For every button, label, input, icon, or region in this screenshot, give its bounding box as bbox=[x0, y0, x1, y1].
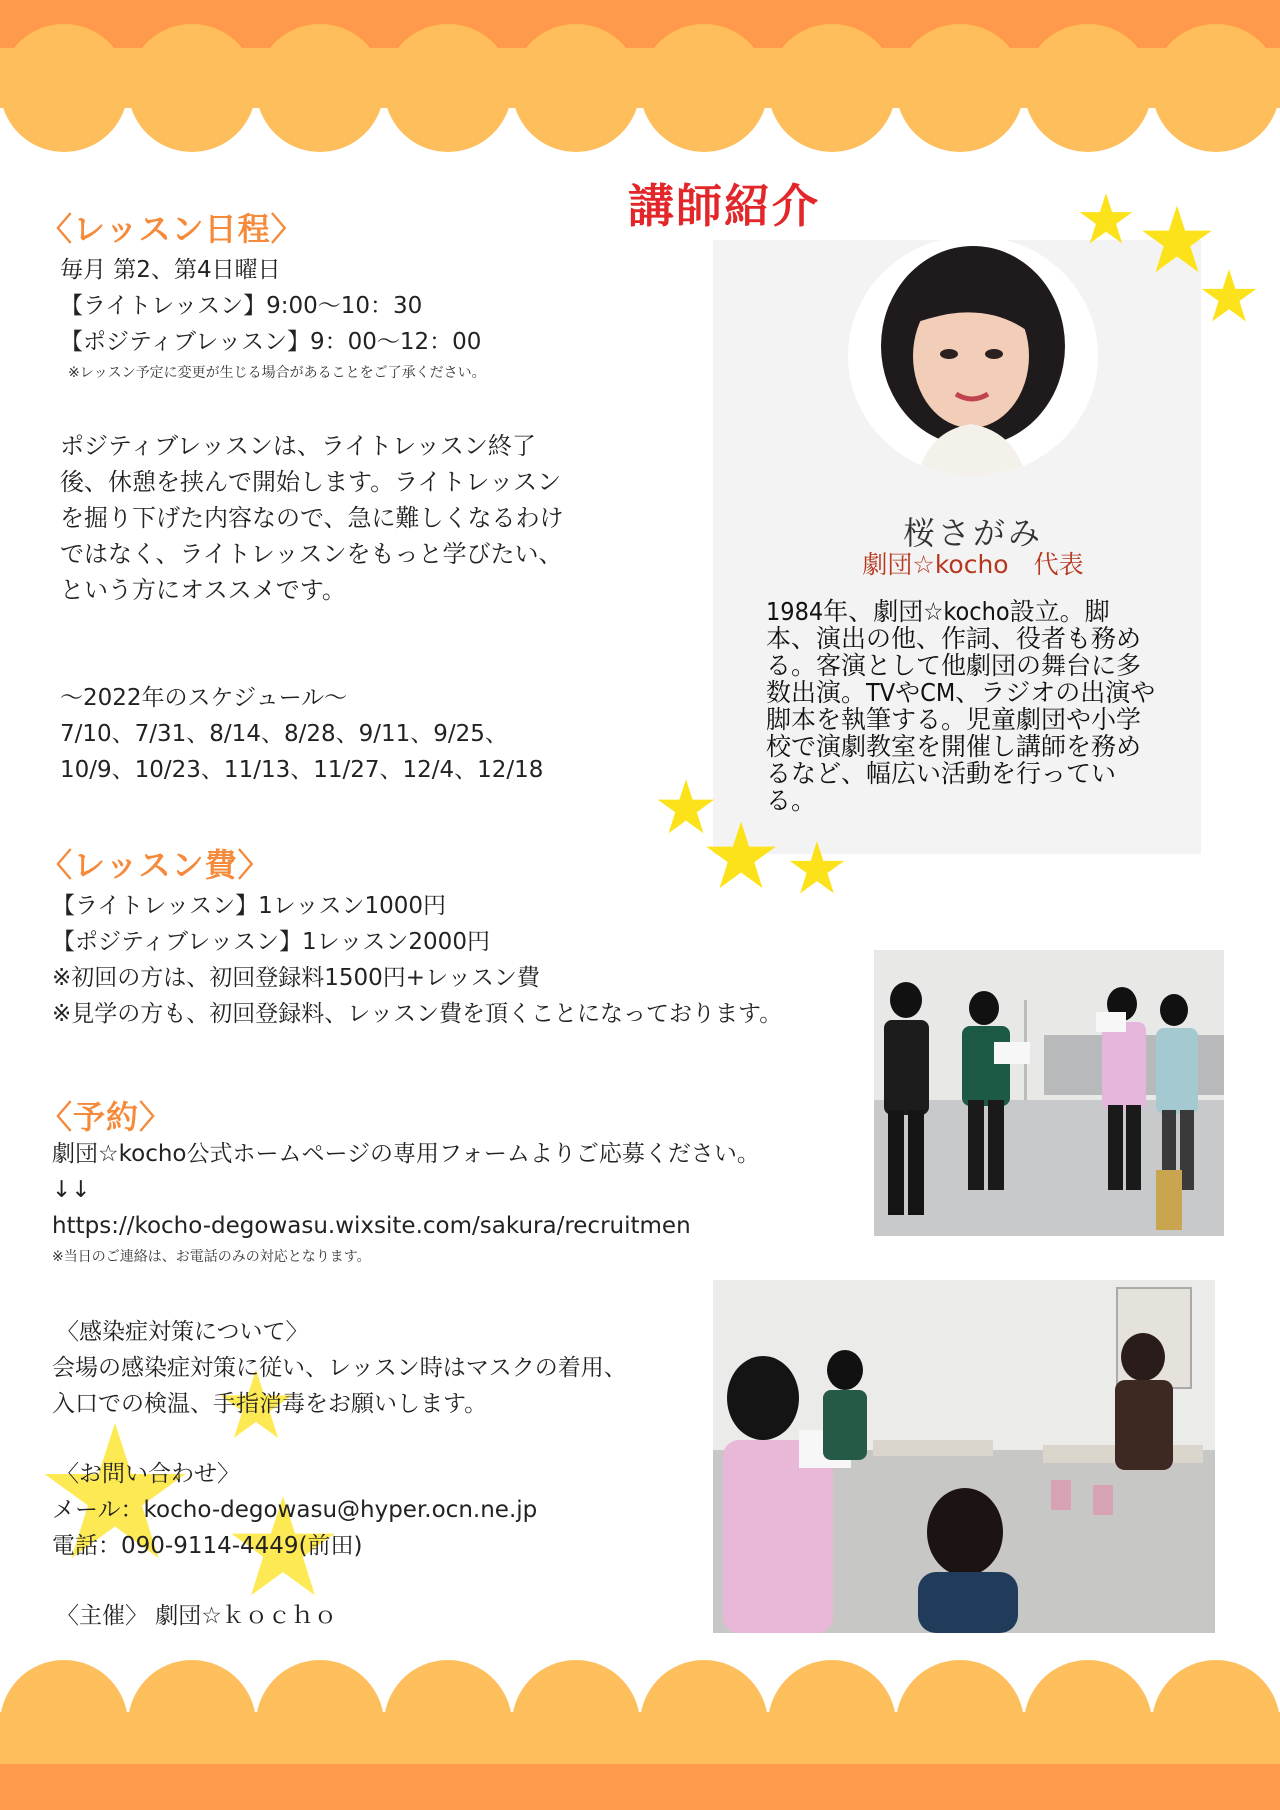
schedule-year-heading: 〜2022年のスケジュール〜 bbox=[60, 685, 348, 711]
star-icon-bottom-2 bbox=[704, 820, 778, 894]
instructor-portrait bbox=[848, 236, 1098, 476]
fees-positive: 【ポジティブレッスン】1レッスン2000円 bbox=[52, 929, 490, 955]
scallop-shape bbox=[1152, 24, 1280, 152]
schedule-description: ポジティブレッスンは、ライトレッスン終了後、休憩を挟んで開始します。ライトレッスンを掘り下げた内容なので、急に難しくなるわけではなく、ライトレッスンをもっと学びたい、という方にオススメです。 bbox=[60, 432, 564, 604]
reservation-note: ※当日のご連絡は、お電話のみの対応となります。 bbox=[52, 1249, 371, 1265]
schedule-line-light: 【ライトレッスン】9:00〜10：30 bbox=[60, 293, 423, 319]
reservation-url[interactable]: https://kocho-degowasu.wixsite.com/sakura/recruitmen bbox=[52, 1213, 691, 1239]
infection-line-2: 入口での検温、手指消毒をお願いします。 bbox=[52, 1391, 488, 1417]
fees-observer: ※見学の方も、初回登録料、レッスン費を頂くことになっております。 bbox=[52, 1001, 783, 1027]
lesson-photo-class bbox=[713, 1280, 1215, 1633]
schedule-line-monthly: 毎月 第2、第4日曜日 bbox=[60, 257, 281, 283]
schedule-line-positive: 【ポジティブレッスン】9：00〜12：00 bbox=[60, 329, 482, 355]
scallop-shape bbox=[640, 24, 768, 152]
fees-title: 〈レッスン費〉 bbox=[40, 846, 271, 884]
star-icon-top-1 bbox=[1078, 192, 1134, 248]
scallop-shape bbox=[768, 24, 896, 152]
organizer-line: 〈主催〉 劇団☆ｋｏｃｈｏ bbox=[56, 1603, 337, 1629]
scallop-shape bbox=[1024, 24, 1152, 152]
star-icon-top-3 bbox=[1200, 268, 1258, 326]
infection-title: 〈感染症対策について〉 bbox=[56, 1319, 309, 1345]
infection-line-1: 会場の感染症対策に従い、レッスン時はマスクの着用、 bbox=[52, 1355, 627, 1381]
contact-email[interactable]: メール：kocho-degowasu@hyper.ocn.ne.jp bbox=[52, 1497, 538, 1523]
scallop-shape bbox=[512, 24, 640, 152]
scallop-shape bbox=[256, 24, 384, 152]
fees-first-time: ※初回の方は、初回登録料1500円+レッスン費 bbox=[52, 965, 540, 991]
instructor-role: 劇団☆kocho 代表 bbox=[862, 550, 1084, 579]
reservation-title: 〈予約〉 bbox=[40, 1098, 173, 1136]
scallop-shape bbox=[128, 24, 256, 152]
schedule-note: ※レッスン予定に変更が生じる場合があることをご了承ください。 bbox=[68, 365, 486, 381]
schedule-dates-2: 10/9、10/23、11/13、11/27、12/4、12/18 bbox=[60, 757, 544, 783]
bottom-orange-band bbox=[0, 1764, 1280, 1810]
star-icon-bottom-3 bbox=[788, 840, 846, 898]
schedule-dates-1: 7/10、7/31、8/14、8/28、9/11、9/25、 bbox=[60, 721, 508, 747]
lesson-photo-students bbox=[874, 950, 1224, 1236]
schedule-title: 〈レッスン日程〉 bbox=[40, 210, 304, 248]
reservation-arrows: ↓↓ bbox=[52, 1177, 91, 1203]
star-icon-top-2 bbox=[1140, 204, 1214, 278]
scallop-shape bbox=[384, 24, 512, 152]
reservation-instruction: 劇団☆kocho公式ホームページの専用フォームよりご応募ください。 bbox=[52, 1141, 760, 1167]
instructor-bio: 1984年、劇団☆kocho設立。脚本、演出の他、作詞、役者も務める。客演として他劇団の舞台に多数出演。TVやCM、ラジオの出演や脚本を執筆する。児童劇団や小学校で演劇教室を開催し講師を務めるなど、幅広い活動を行っている。 bbox=[766, 597, 1156, 815]
instructor-name: 桜さがみ bbox=[902, 514, 1043, 552]
instructor-section-title: 講師紹介 bbox=[628, 179, 820, 233]
scallop-shape bbox=[896, 24, 1024, 152]
contact-title: 〈お問い合わせ〉 bbox=[56, 1461, 240, 1487]
fees-light: 【ライトレッスン】1レッスン1000円 bbox=[52, 893, 447, 919]
scallop-shape bbox=[0, 24, 128, 152]
contact-phone[interactable]: 電話：090-9114-4449(前田) bbox=[52, 1533, 363, 1559]
